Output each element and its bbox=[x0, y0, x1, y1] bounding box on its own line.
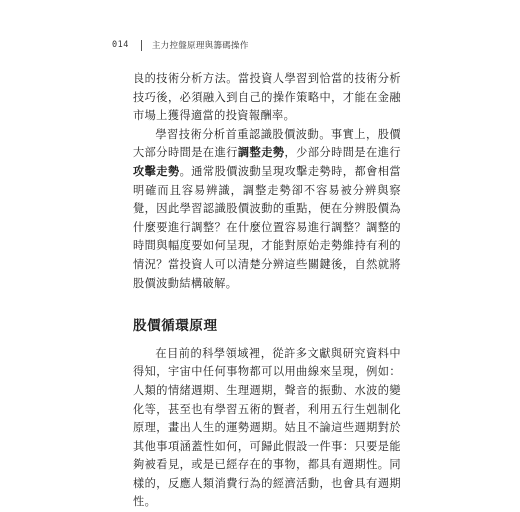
paragraph bbox=[133, 345, 401, 512]
intro-paragraphs bbox=[133, 70, 401, 293]
emphasized-text: 調整走勢 bbox=[237, 146, 285, 160]
header-divider bbox=[141, 40, 142, 51]
body-text bbox=[133, 70, 401, 512]
paragraph-text: 在目前的科學領域裡，從許多文獻與研究資料中得知，宇宙中任何事物都可以用曲線來呈現，例如：人類的情緒週期、生理週期，聲音的振動、水波的變化等，甚至也有學習五術的賢者，利用五行生剋制化原理，畫出人生的運勢週期。姑且不論這些週期對於其他事項涵蓋性如何，可歸此假設一件事：只要是能夠被看見，或是已經存在的事物，都具有週期性。同樣的，反應人類消費行為的經濟活動，也會具有週期性。 bbox=[133, 346, 401, 509]
emphasized-text: 攻擊走勢 bbox=[133, 164, 180, 178]
paragraph-text: 學習技術分析首重認識股價波動。事實上，股價大部分時間是在進行 bbox=[133, 127, 401, 160]
paragraph-text: ，少部分時間是在進行 bbox=[284, 146, 401, 160]
page-header bbox=[112, 38, 249, 52]
section-paragraphs bbox=[133, 345, 401, 512]
paragraph-text: 良的技術分析方法。當投資人學習到恰當的技術分析技巧後，必須融入到自己的操作策略中，才能在金融市場上獲得適當的投資報酬率。 bbox=[133, 72, 401, 123]
paragraph bbox=[133, 70, 401, 126]
paragraph bbox=[133, 126, 401, 293]
section-heading: 股價循環原理 bbox=[133, 318, 218, 335]
paragraph-text: 。通常股價波動呈現攻擊走勢時，都會相當明確而且容易辨識，調整走勢卻不容易被分辨與察覺，因此學習認識股價波動的重點，便在分辨股價為什麼要進行調整？在什麼位置容易進行調整？調整的時間與幅度要如何呈現，才能對原始走勢維持有利的情況？當投資人可以清楚分辨這些關鍵後，自然就將股價波動結構破解。 bbox=[133, 164, 401, 290]
running-title: 主力控盤原理與籌碼操作 bbox=[151, 41, 249, 51]
page-number: 014 bbox=[112, 40, 129, 50]
